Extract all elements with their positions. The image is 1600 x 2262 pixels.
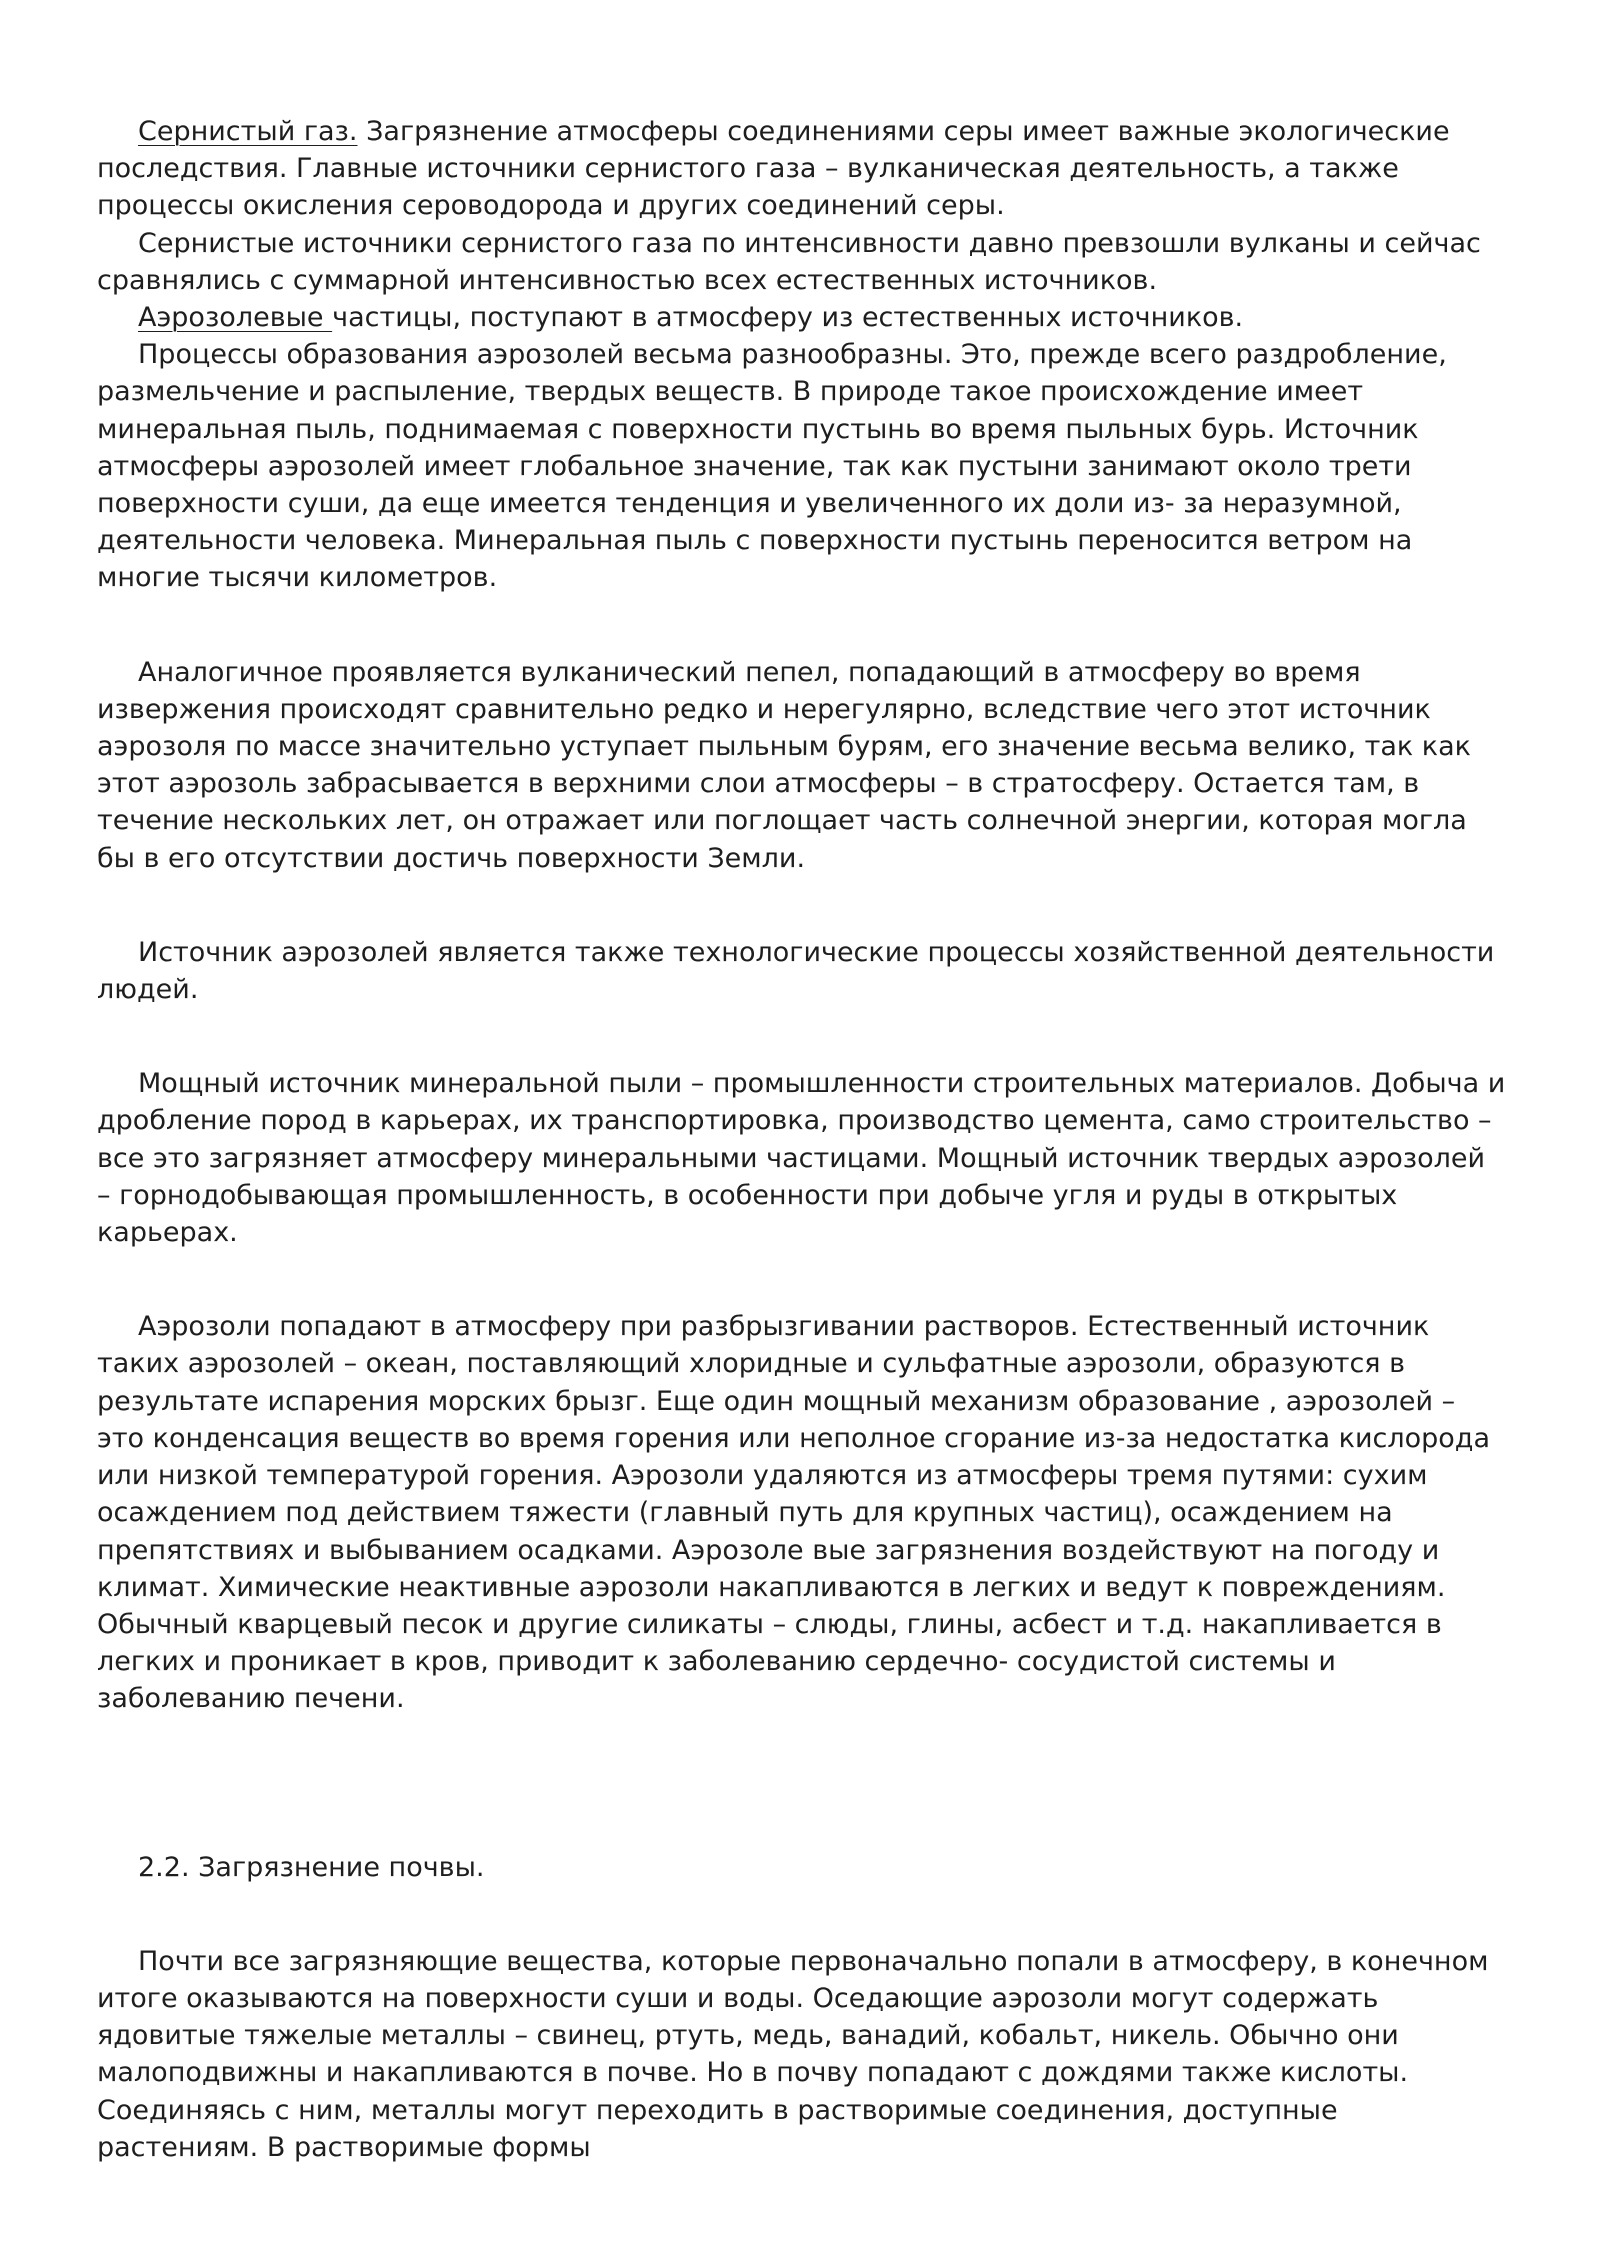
- paragraph-sulfur-dioxide: [97, 113, 1507, 225]
- paragraph-volcanic-ash: Аналогичное проявляется вулканический пепел, попадающий в атмосферу во время извержения происходят сравнительно редко и нерегулярно, вследствие чего этот источник аэрозоля по массе значительно уступает пыльным бурям, его значение весьма велико, так как этот аэрозоль забрасывается в верхними слои атмосферы – в стратосферу. Остается там, в течение нескольких лет, он отражает или поглощает часть солнечной энергии, которая могла бы в его отсутствии достичь поверхности Земли.: [97, 656, 1471, 874]
- paragraph-spraying-aerosols: Аэрозоли попадают в атмосферу при разбрызгивании растворов. Естественный источник таких аэрозолей – океан, поставляющий хлоридные и сульфатные аэрозоли, образуются в результате испарения морских брызг. Еще один мощный механизм образование , аэрозолей – это конденсация веществ во время горения или неполное сгорание из-за недостатка кислорода или низкой температурой горения. Аэрозоли удаляются из атмосферы тремя путями: сухим осаждением под действием тяжести (главный путь для крупных частиц), осаждением на препятствиях и выбыванием осадками. Аэрозоле вые загрязнения воздействуют на погоду и климат. Химические неактивные аэрозоли накапливаются в легких и ведут к повреждениям. Обычный кварцевый песок и другие силикаты – слюды, глины, асбест и т.д. накапливается в легких и проникает в кров, приводит к заболеванию сердечно- сосудистой системы и заболеванию печени.: [97, 1311, 1491, 1715]
- sulfur-dioxide-term: Сернистый газ.: [138, 116, 358, 147]
- aerosol-particles-text: частицы, поступают в атмосферу из естественных источников.: [332, 302, 1244, 334]
- paragraph-sulfur-sources: Сернистые источники сернистого газа по интенсивности давно превзошли вулканы и сейчас сравнялись с суммарной интенсивностью всех естественных источников.: [97, 227, 1481, 296]
- document-page: [97, 113, 1507, 2166]
- paragraph-aerosol-particles: [97, 299, 1507, 336]
- sulfur-dioxide-text: Загрязнение атмосферы соединениями серы имеет важные экологические последствия. Главные источники сернистого газа – вулканическая деятельность, а также процессы окисления сероводорода и других соединений серы.: [97, 116, 1450, 222]
- paragraph-soil-pollution: Почти все загрязняющие вещества, которые первоначально попали в атмосферу, в конечном итоге оказываются на поверхности суши и воды. Оседающие аэрозоли могут содержать ядовитые тяжелые металлы – свинец, ртуть, медь, ванадий, кобальт, никель. Обычно они малоподвижны и накапливаются в почве. Но в почву попадают с дождями также кислоты. Соединяясь с ним, металлы могут переходить в растворимые соединения, доступные растениям. В растворимые формы: [97, 1945, 1489, 2163]
- section-heading-soil-pollution: 2.2. Загрязнение почвы.: [138, 1851, 485, 1883]
- aerosol-term: Аэрозолевые: [138, 302, 333, 334]
- paragraph-technological-sources: Источник аэрозолей является также технологические процессы хозяйственной деятельности людей.: [97, 936, 1495, 1006]
- paragraph-aerosol-formation: Процессы образования аэрозолей весьма разнообразны. Это, прежде всего раздробление, размельчение и распыление, твердых веществ. В природе такое происхождение имеет минеральная пыль, поднимаемая с поверхности пустынь во время пыльных бурь. Источник атмосферы аэрозолей имеет глобальное значение, так как пустыни занимают около трети поверхности суши, да еще имеется тенденция и увеличенного их доли из- за неразумной, деятельности человека. Минеральная пыль с поверхности пустынь переносится ветром на многие тысячи километров.: [97, 339, 1447, 594]
- paragraph-mineral-dust: Мощный источник минеральной пыли – промышленности строительных материалов. Добыча и дробление пород в карьерах, их транспортировка, производство цемента, само строительство – все это загрязняет атмосферу минеральными частицами. Мощный источник твердых аэрозолей – горнодобывающая промышленность, в особенности при добыче угля и руды в открытых карьерах.: [97, 1068, 1506, 1249]
